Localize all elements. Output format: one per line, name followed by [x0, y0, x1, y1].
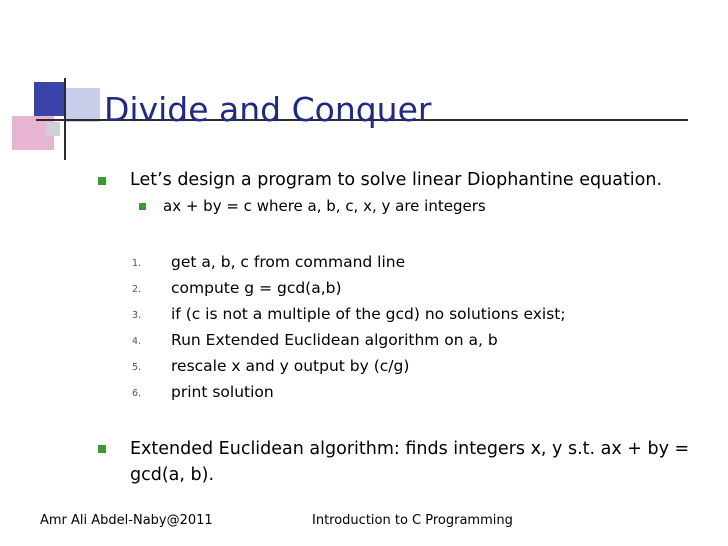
step-text: get a, b, c from command line [171, 253, 406, 271]
footer-course: Introduction to C Programming [312, 513, 513, 528]
step-text: if (c is not a multiple of the gcd) no solutions exist; [171, 305, 566, 323]
step-text: compute g = gcd(a,b) [171, 279, 342, 297]
step-number: 1. [132, 258, 142, 269]
step-number: 6. [132, 388, 142, 399]
step-number: 3. [132, 310, 142, 321]
decor-square-lavender [66, 88, 100, 122]
slide-title: Divide and Conquer [104, 90, 432, 129]
step-text: print solution [171, 383, 274, 401]
step-number: 4. [132, 336, 142, 347]
sub-bullet-text-1: ax + by = c where a, b, c, x, y are integers [163, 197, 486, 215]
bullet-marker [98, 445, 106, 453]
decor-square-grey [46, 122, 60, 136]
step-number: 2. [132, 284, 142, 295]
bullet-text-1: Let’s design a program to solve linear Diophantine equation. [130, 170, 663, 190]
sub-bullet-marker [139, 203, 146, 210]
bullet-text-2-line-2: gcd(a, b). [130, 465, 215, 485]
step-text: Run Extended Euclidean algorithm on a, b [171, 331, 498, 349]
bullet-marker [98, 177, 106, 185]
footer-author: Amr Ali Abdel-Naby@2011 [40, 513, 213, 528]
decor-square-blue [34, 82, 65, 116]
step-number: 5. [132, 362, 142, 373]
step-text: rescale x and y output by (c/g) [171, 357, 410, 375]
bullet-text-2-line-1: Extended Euclidean algorithm: finds integers x, y s.t. ax + by = [130, 439, 690, 459]
